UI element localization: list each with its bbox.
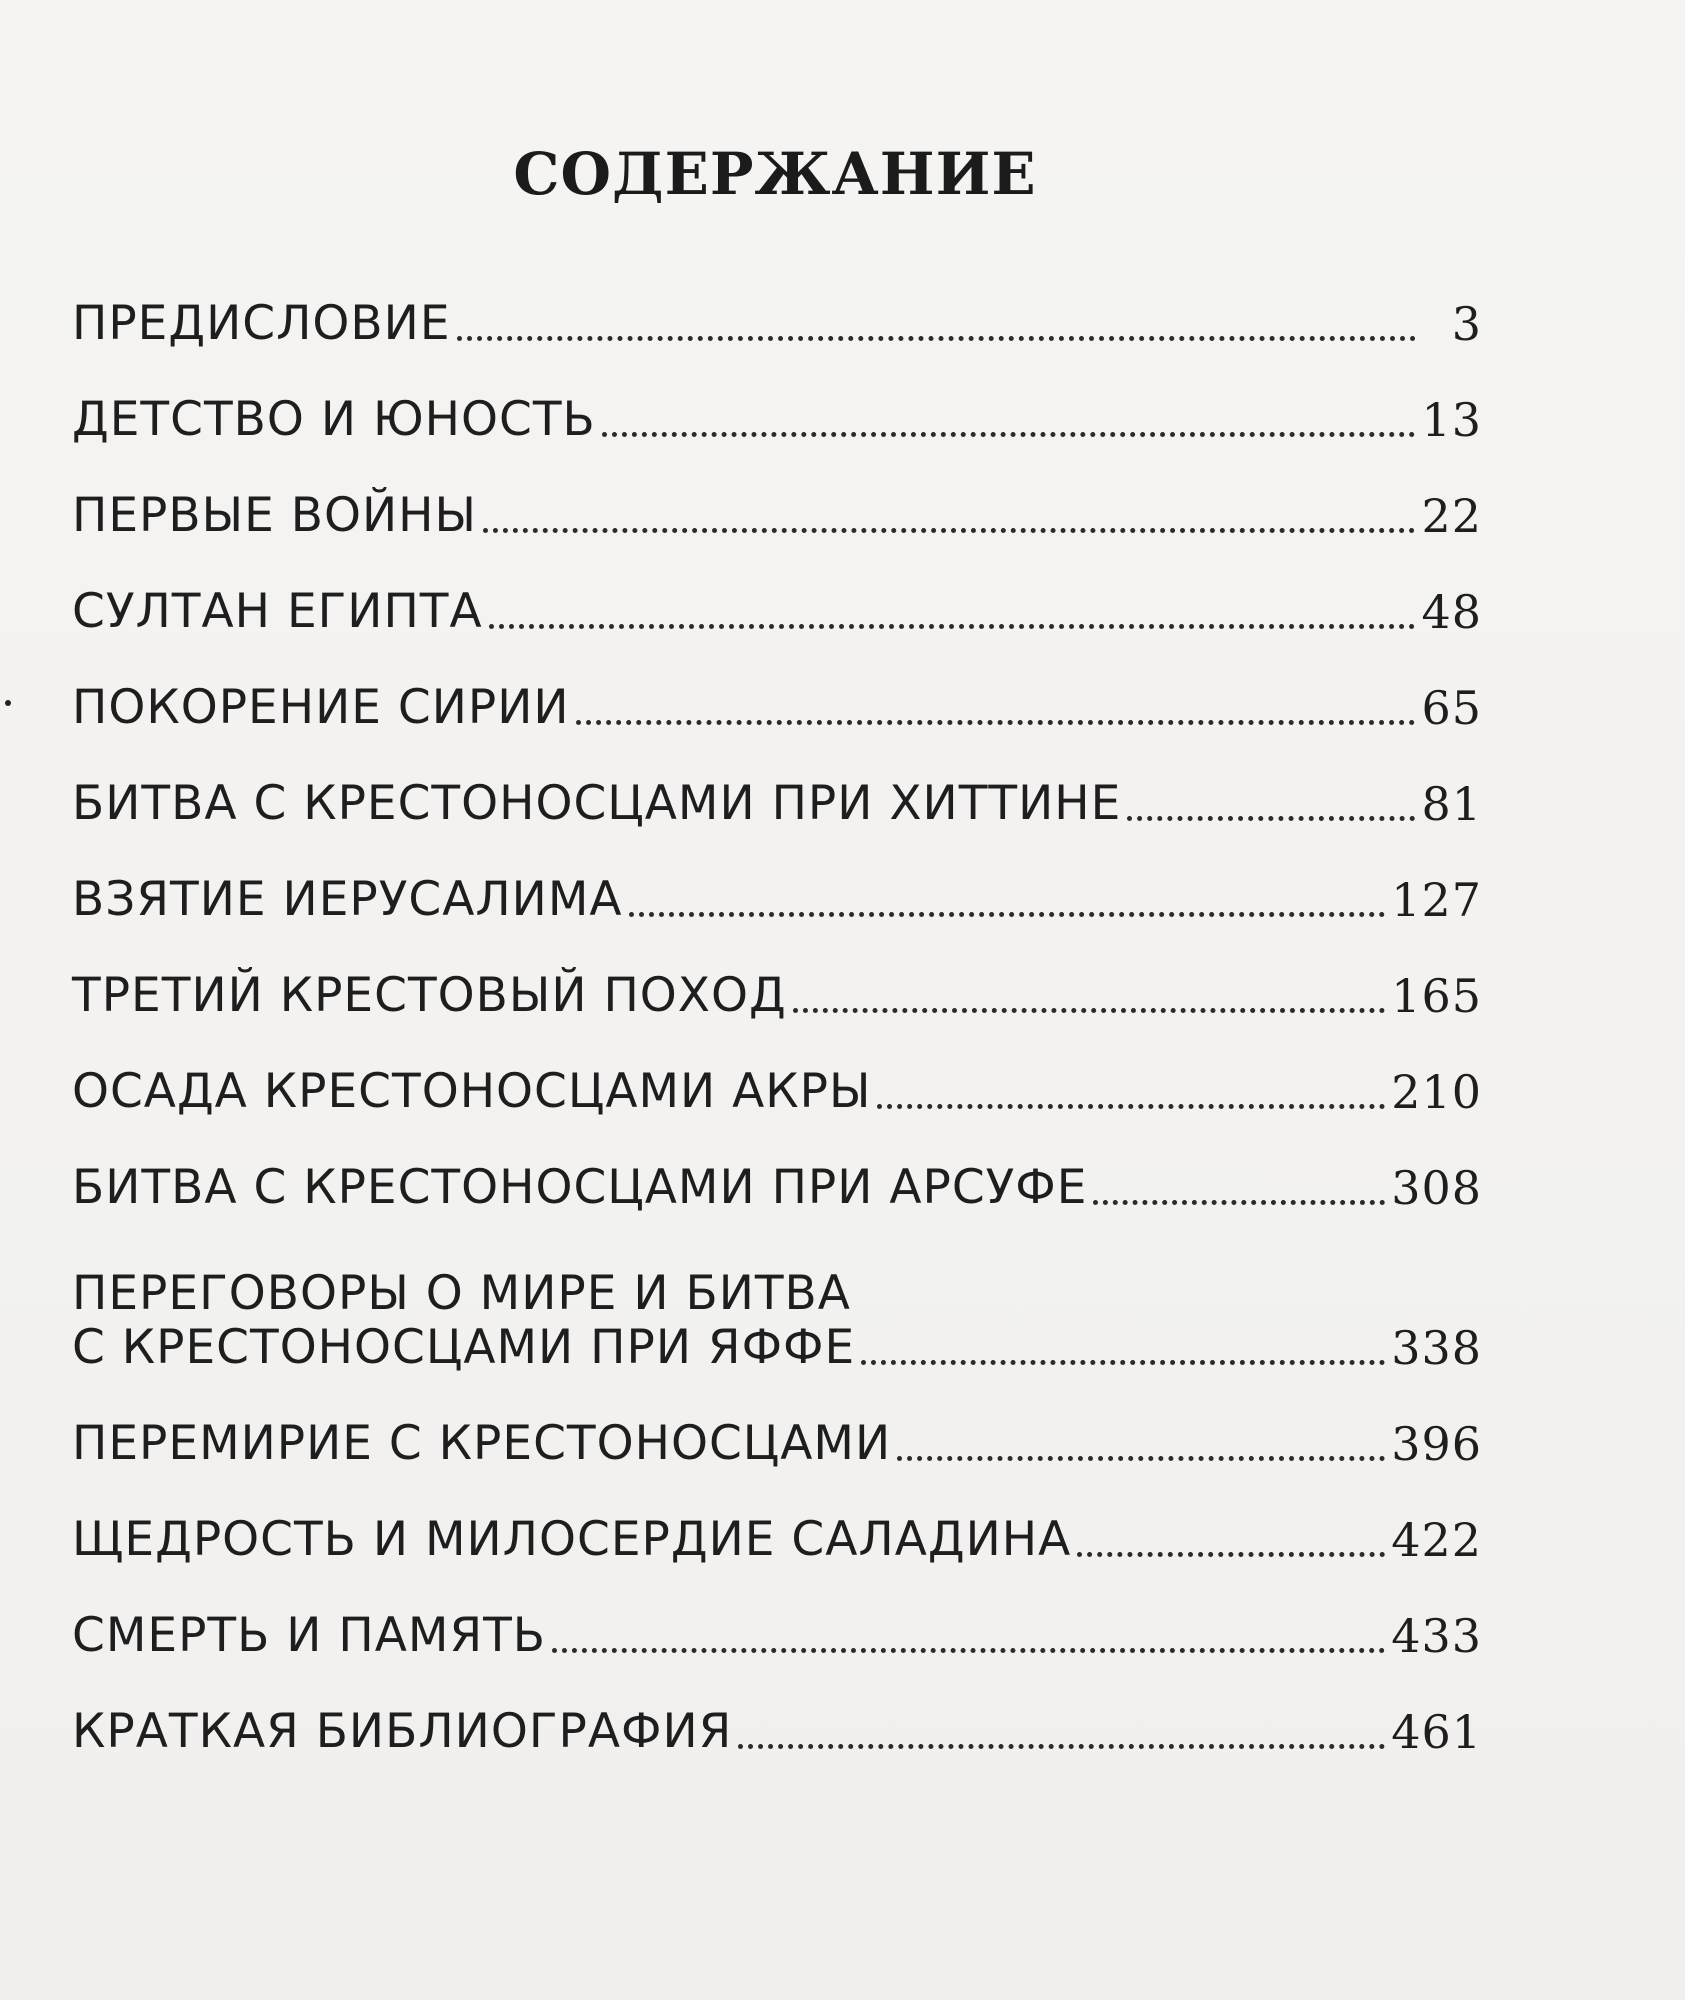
toc-entry-title: ПЕРЕМИРИЕ С КРЕСТОНОСЦАМИ	[72, 1415, 892, 1471]
dot-leader	[793, 1008, 1385, 1013]
dot-leader	[602, 432, 1416, 437]
dot-leader	[1093, 1200, 1385, 1205]
toc-entry	[72, 1023, 1482, 1119]
toc-entry-title: БИТВА С КРЕСТОНОСЦАМИ ПРИ ХИТТИНЕ	[72, 775, 1122, 831]
toc-entry-title: ПОКОРЕНИЕ СИРИИ	[72, 679, 570, 735]
toc-entry-page: 13	[1421, 393, 1482, 448]
toc-entry-title: ПЕРЕГОВОРЫ О МИРЕ И БИТВА С КРЕСТОНОСЦАМИ ПРИ ЯФФЕ	[72, 1265, 856, 1375]
toc-entry-page: 461	[1391, 1705, 1482, 1760]
toc-entry-title: ВЗЯТИЕ ИЕРУСАЛИМА	[72, 871, 623, 927]
toc-entry-page: 433	[1391, 1609, 1482, 1664]
dot-leader	[576, 720, 1416, 725]
ink-speck	[5, 700, 11, 706]
toc-entry	[72, 831, 1482, 927]
toc-entry-title: ДЕТСТВО И ЮНОСТЬ	[72, 391, 596, 447]
toc-entry	[72, 351, 1482, 447]
toc-entry-title: БИТВА С КРЕСТОНОСЦАМИ ПРИ АРСУФЕ	[72, 1159, 1088, 1215]
toc-entry-page: 81	[1421, 777, 1482, 832]
toc-entry-title: ЩЕДРОСТЬ И МИЛОСЕРДИЕ САЛАДИНА	[72, 1511, 1072, 1567]
toc-entry	[72, 1119, 1482, 1215]
toc-entry	[72, 1375, 1482, 1471]
dot-leader	[877, 1104, 1385, 1109]
dot-leader	[1127, 816, 1415, 821]
toc-entry	[72, 255, 1482, 351]
toc-entry-page: 65	[1421, 681, 1482, 736]
toc-entry-page: 165	[1391, 969, 1482, 1024]
toc-entry	[72, 447, 1482, 543]
dot-leader	[552, 1648, 1385, 1653]
toc-entry-page: 3	[1451, 297, 1482, 352]
dot-leader	[861, 1360, 1385, 1365]
toc-entry-page: 48	[1421, 585, 1482, 640]
toc-entry	[72, 1567, 1482, 1663]
toc-entry-page: 210	[1391, 1065, 1482, 1120]
toc-entry	[72, 543, 1482, 639]
dot-leader	[457, 336, 1416, 341]
toc-entry-page: 396	[1391, 1417, 1482, 1472]
toc-entry-page: 308	[1391, 1161, 1482, 1216]
toc-entry	[72, 639, 1482, 735]
toc-entry	[72, 1471, 1482, 1567]
toc-entry-title: СУЛТАН ЕГИПТА	[72, 583, 483, 639]
toc-entry-page: 338	[1391, 1321, 1482, 1376]
toc-entry-title: ПЕРВЫЕ ВОЙНЫ	[72, 487, 477, 543]
dot-leader	[483, 528, 1416, 533]
toc-entry-title: КРАТКАЯ БИБЛИОГРАФИЯ	[72, 1703, 733, 1759]
toc-entry-page: 22	[1421, 489, 1482, 544]
toc-entry-title: ТРЕТИЙ КРЕСТОВЫЙ ПОХОД	[72, 967, 787, 1023]
toc-entry-title: СМЕРТЬ И ПАМЯТЬ	[72, 1607, 547, 1663]
toc-entry	[72, 735, 1482, 831]
toc-entry-title: ОСАДА КРЕСТОНОСЦАМИ АКРЫ	[72, 1063, 872, 1119]
toc-entry	[72, 1215, 1482, 1375]
toc-entry	[72, 1663, 1482, 1759]
dot-leader	[489, 624, 1416, 629]
dot-leader	[1077, 1552, 1385, 1557]
toc-entry-page: 422	[1391, 1513, 1482, 1568]
toc-entry-title: ПРЕДИСЛОВИЕ	[72, 295, 451, 351]
dot-leader	[629, 912, 1386, 917]
page-title: СОДЕРЖАНИЕ	[513, 140, 1037, 208]
table-of-contents	[72, 255, 1482, 1759]
toc-entry	[72, 927, 1482, 1023]
dot-leader	[897, 1456, 1385, 1461]
dot-leader	[738, 1744, 1385, 1749]
toc-entry-page: 127	[1391, 873, 1482, 928]
